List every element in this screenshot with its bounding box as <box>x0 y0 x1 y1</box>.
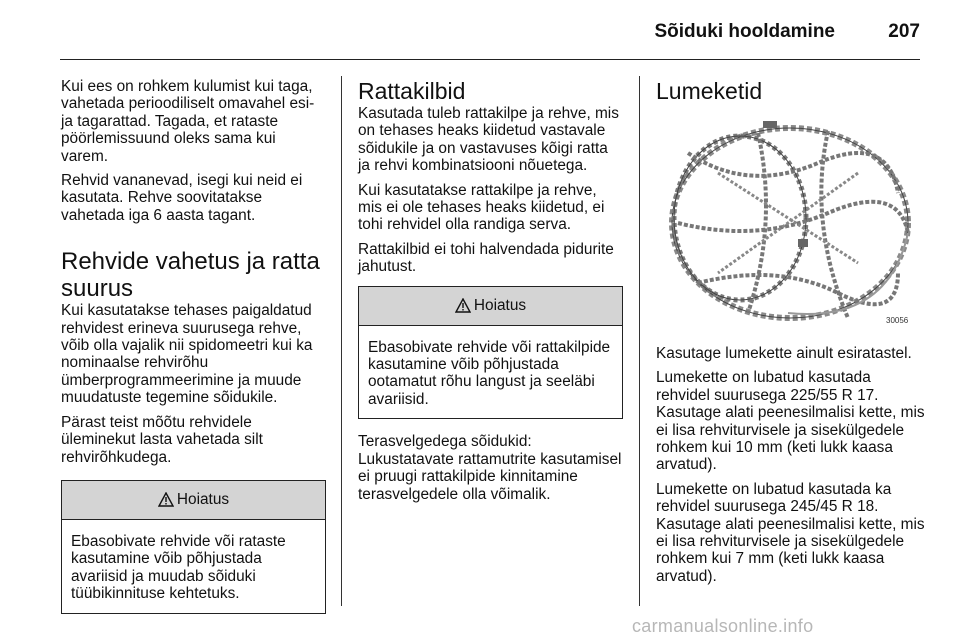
paragraph: Kui kasutatakse tehases paigaldatud rehvidest erineva suurusega rehve, võib olla vajalik nii spidomeetri kui ka nominaalse rehvirõhu ümberprogrammeerimine ja muude muudatuste tegemine sõidukile. <box>61 302 313 407</box>
warning-box <box>358 286 623 420</box>
watermark: carmanualsonline.info <box>632 616 814 636</box>
paragraph: Pärast teist mõõtu rehvidele üleminekut lasta vahetada silt rehvirõhkudega. <box>61 413 263 466</box>
column-divider <box>639 76 640 606</box>
warning-header <box>359 287 622 326</box>
section-heading: Rehvide vahetus ja ratta suurus <box>61 248 320 303</box>
header-divider <box>60 59 920 60</box>
section-title: Sõiduki hooldamine <box>654 21 835 42</box>
paragraph: Kasutada tuleb rattakilpe ja rehve, mis on tehases heaks kiidetud vastavale sõidukile ja on vastavuses kõigi ratta ja rehvi kombinatsiooni nõuetega. <box>358 105 619 175</box>
paragraph: Lumekette on lubatud kasutada ka rehvidel suurusega 245/45 R 18. Kasutage alati peenesilmalisi kette, mis ei lisa rehviturvisele ja sisekülgedele rohkem kui 7 mm (keti lukk kaasa arvatud). <box>656 480 925 585</box>
page-header <box>0 0 960 60</box>
warning-title: Hoiatus <box>176 491 230 509</box>
section-heading: Lumeketid <box>656 78 763 104</box>
paragraph: Rattakilbid ei tohi halvendada pidurite jahutust. <box>358 240 614 276</box>
column-3 <box>656 78 926 592</box>
snow-chains-illustration <box>658 113 922 335</box>
image-number: 30056 <box>886 316 909 325</box>
warning-text: Ebasobivate rehvide või rataste kasutamine võib põhjustada avariisid ja muudab sõiduki tüübikinnituse kehtetuks. <box>71 532 286 603</box>
warning-box <box>61 480 326 614</box>
paragraph: Rehvid vananevad, isegi kui neid ei kasutata. Rehve soovitatakse vahetada iga 6 aasta tagant. <box>61 172 303 224</box>
section-heading: Rattakilbid <box>358 78 466 104</box>
warning-triangle-icon <box>455 298 471 313</box>
column-2 <box>358 78 623 510</box>
column-1 <box>61 78 326 614</box>
page-number: 207 <box>888 21 920 42</box>
warning-title: Hoiatus <box>473 296 527 314</box>
paragraph: Lumekette on lubatud kasutada rehvidel suurusega 225/55 R 17. Kasutage alati peenesilmalisi kette, mis ei lisa rehviturvisele ja sisekülgedele rohkem kui 10 mm (keti lukk kaasa arvatud). <box>656 369 925 474</box>
column-divider <box>341 76 342 606</box>
warning-header <box>62 481 325 520</box>
paragraph: Kui ees on rohkem kulumist kui taga, vahetada perioodiliselt omavahel esi- ja tagarattad. Tagada, et rataste pöörlemissuund oleks sama kui varem. <box>61 78 315 165</box>
paragraph: Terasvelgedega sõidukid: Lukustatavate rattamutrite kasutamisel ei pruugi rattakilpide kinnitamine terasvelgedele olla võimalik. <box>358 433 622 503</box>
paragraph: Kui kasutatakse rattakilpe ja rehve, mis ei ole tehases heaks kiidetud, ei tohi rehvidel olla randiga serva. <box>358 181 605 234</box>
paragraph: Kasutage lumekette ainult esiratastel. <box>656 345 912 362</box>
warning-triangle-icon <box>158 492 174 507</box>
warning-text: Ebasobivate rehvide või rattakilpide kasutamine võib põhjustada ootamatut rõhu langust ja seeläbi avariisid. <box>368 338 611 408</box>
